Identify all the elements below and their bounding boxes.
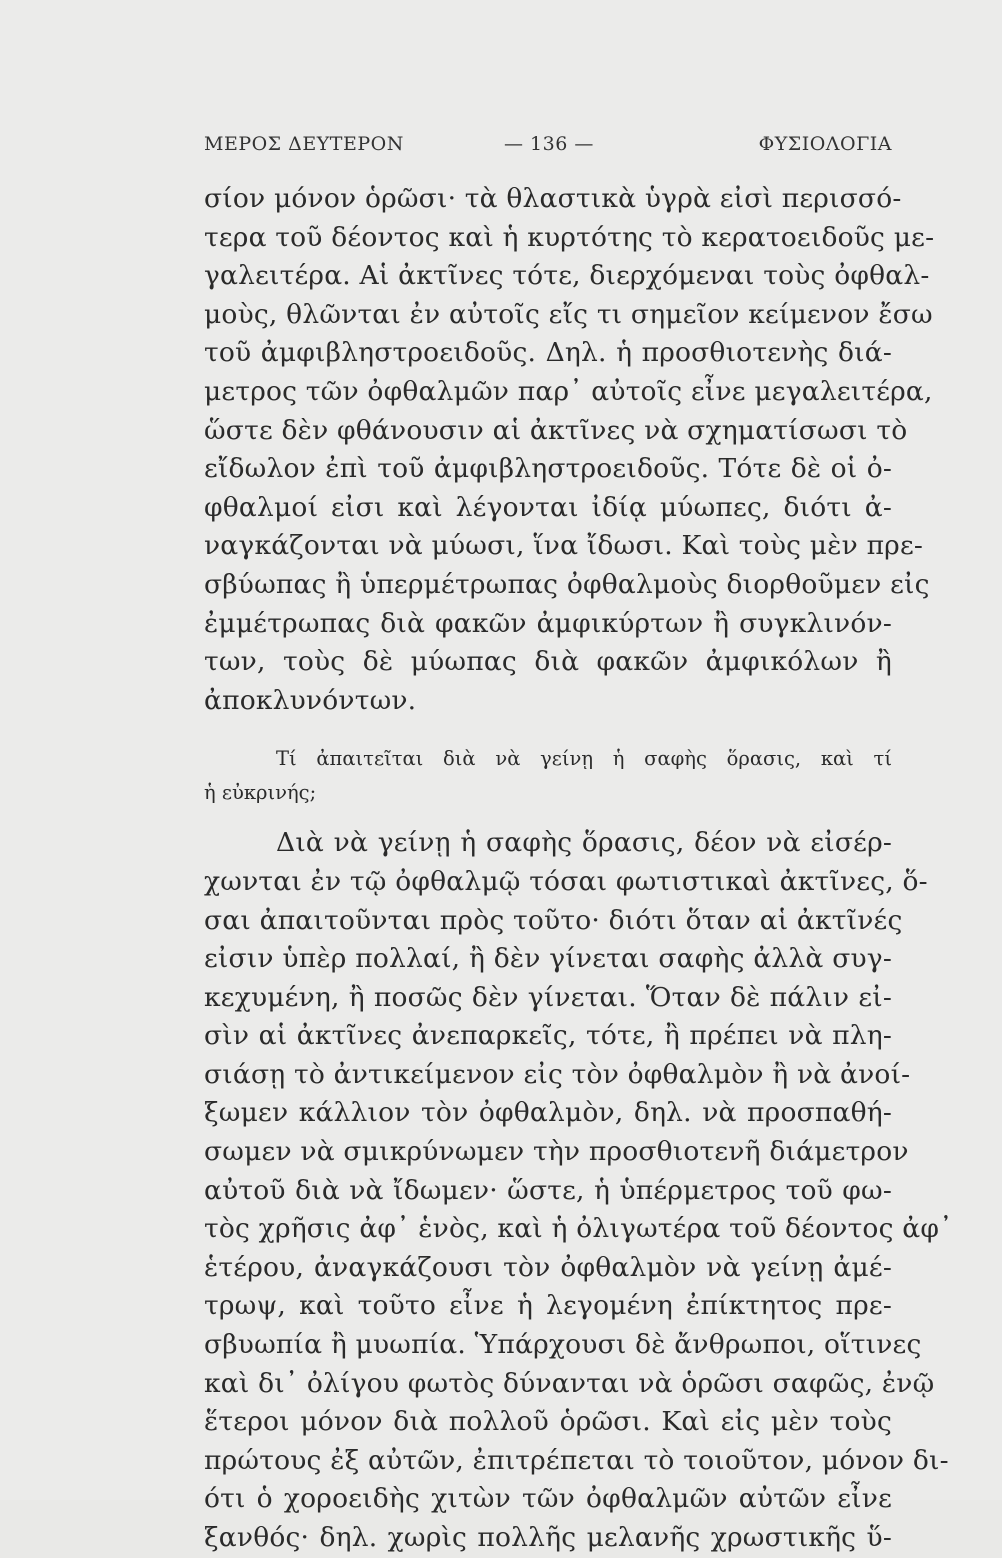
question-heading: [204, 742, 892, 810]
page-number: — 136 —: [504, 133, 594, 155]
text-line: ἐμμέτρωπας διὰ φακῶν ἀμφικύρτων ἢ συγκλινόν-: [204, 607, 892, 639]
text-line: σαι ἀπαιτοῦνται πρὸς τοῦτο· διότι ὅταν αἱ ἀκτῖνές: [204, 904, 903, 936]
text-line: τερα τοῦ δέοντος καὶ ἡ κυρτότης τὸ κερατοειδοῦς με-: [204, 221, 935, 253]
question-line: ἡ εὐκρινής;: [204, 781, 317, 805]
text-line: των, τοὺς δὲ μύωπας διὰ φακῶν ἀμφικόλων ἢ: [204, 646, 892, 678]
text-line: εἴδωλον ἐπὶ τοῦ ἀμφιβληστροειδοῦς. Τότε δὲ οἱ ὀ-: [204, 453, 892, 485]
text-line: ἑτέρου, ἀναγκάζουσι τὸν ὀφθαλμὸν νὰ γείνῃ ἀμέ-: [204, 1251, 892, 1283]
text-line: χωνται ἐν τῷ ὀφθαλμῷ τόσαι φωτιστικαὶ ἀκτῖνες, ὅ-: [204, 865, 928, 897]
text-line: ὥστε δὲν φθάνουσιν αἱ ἀκτῖνες νὰ σχηματίσωσι τὸ: [204, 414, 908, 446]
text-line: μοὺς, θλῶνται ἐν αὐτοῖς εἴς τι σημεῖον κείμενον ἔσω: [204, 298, 933, 330]
text-line: Διὰ νὰ γείνῃ ἡ σαφὴς ὅρασις, δέον νὰ εἰσέρ-: [276, 827, 892, 859]
text-line: σὶν αἱ ἀκτῖνες ἀνεπαρκεῖς, τότε, ἢ πρέπει νὰ πλη-: [204, 1020, 892, 1052]
text-line: σιάσῃ τὸ ἀντικείμενον εἰς τὸν ὀφθαλμὸν ἢ νὰ ἀνοί-: [204, 1058, 911, 1090]
text-line: ναγκάζονται νὰ μύωσι, ἵνα ἴδωσι. Καὶ τοὺς μὲν πρε-: [204, 530, 924, 562]
running-head: [204, 133, 892, 163]
text-line: σβυωπία ἢ μυωπία. Ὑπάρχουσι δὲ ἄνθρωποι, οἵτινες: [204, 1329, 922, 1361]
text-line: ἀποκλυνόντων.: [204, 684, 417, 716]
text-line: τρωψ, καὶ τοῦτο εἶνε ἡ λεγομένη ἐπίκτητος πρε-: [204, 1290, 892, 1322]
text-line: τὸς χρῆσις ἀφ᾽ ἑνὸς, καὶ ἡ ὀλιγωτέρα τοῦ δέοντος ἀφ᾽: [204, 1213, 953, 1245]
text-line: καὶ δι᾽ ὀλίγου φωτὸς δύνανται νὰ ὁρῶσι σαφῶς, ἐνῷ: [204, 1367, 935, 1399]
text-line: εἰσιν ὑπὲρ πολλαί, ἢ δὲν γίνεται σαφὴς ἀλλὰ συγ-: [204, 943, 892, 975]
header-subject: ΦΥΣΙΟΛΟΓΙΑ: [758, 133, 892, 155]
text-line: ἕτεροι μόνον διὰ πολλοῦ ὁρῶσι. Καὶ εἰς μὲν τοὺς: [204, 1406, 892, 1438]
text-line: σίον μόνον ὁρῶσι· τὰ θλαστικὰ ὑγρὰ εἰσὶ περισσό-: [204, 183, 902, 214]
text-line: κεχυμένη, ἢ ποσῶς δὲν γίνεται. Ὅταν δὲ πάλιν εἰ-: [204, 981, 892, 1013]
question-line: Τί ἀπαιτεῖται διὰ νὰ γείνῃ ἡ σαφὴς ὅρασις, καὶ τί: [276, 747, 892, 771]
text-line: αὐτοῦ διὰ νὰ ἴδωμεν· ὥστε, ἡ ὑπέρμετρος τοῦ φω-: [204, 1174, 892, 1206]
text-line: ότι ὁ χοροειδὴς χιτὼν τῶν ὀφθαλμῶν αὐτῶν εἶνε: [204, 1483, 892, 1515]
paragraph-1: [204, 180, 935, 720]
text-line: τοῦ ἀμφιβληστροειδοῦς. Δηλ. ἡ προσθιοτενὴς διά-: [204, 337, 892, 369]
text-line: γαλειτέρα. Αἱ ἀκτῖνες τότε, διερχόμεναι τοὺς ὀφθαλ-: [204, 260, 930, 292]
header-section-title: ΜΕΡΟΣ ΔΕΥΤΕΡΟΝ: [204, 133, 404, 155]
text-line: μετρος τῶν ὀφθαλμῶν παρ᾽ αὐτοῖς εἶνε μεγαλειτέρα,: [204, 375, 933, 407]
body-text: [204, 180, 953, 1558]
text-line: πρώτους ἐξ αὐτῶν, ἐπιτρέπεται τὸ τοιοῦτον, μόνον δι-: [204, 1444, 949, 1476]
paragraph-2: [204, 824, 953, 1557]
text-line: φθαλμοί εἰσι καὶ λέγονται ἰδίᾳ μύωπες, διότι ἀ-: [204, 491, 892, 523]
text-line: ξανθός· δηλ. χωρὶς πολλῆς μελανῆς χρωστικῆς ὕ-: [204, 1522, 892, 1553]
text-line: σωμεν νὰ σμικρύνωμεν τὴν προσθιοτενῆ διάμετρον: [204, 1136, 909, 1168]
text-line: ξωμεν κάλλιον τὸν ὀφθαλμὸν, δηλ. νὰ προσπαθή-: [204, 1097, 892, 1129]
text-line: σβύωπας ἢ ὑπερμέτρωπας ὀφθαλμοὺς διορθοῦμεν εἰς: [204, 568, 930, 600]
